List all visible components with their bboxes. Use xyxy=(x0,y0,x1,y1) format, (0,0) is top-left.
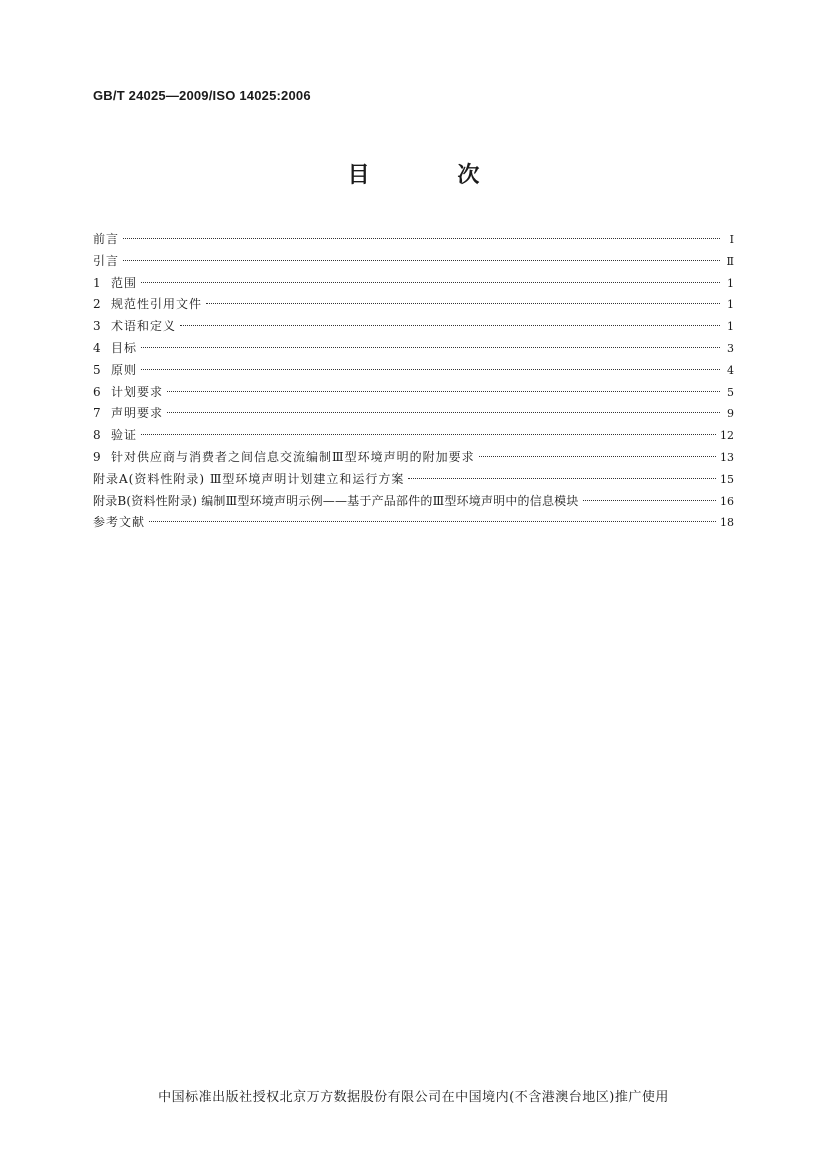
toc-label: 术语和定义 xyxy=(111,319,177,334)
dot-leader xyxy=(141,369,720,370)
page-title: 目 次 xyxy=(347,163,520,188)
toc-entry-bibliography[interactable] xyxy=(93,512,734,534)
toc-entry-annex-a[interactable] xyxy=(93,469,734,491)
toc-page-number: 18 xyxy=(720,516,734,530)
dot-leader xyxy=(206,303,720,304)
dot-leader xyxy=(167,391,720,392)
toc-page-number: Ⅱ xyxy=(726,254,734,268)
toc-label: 参考文献 xyxy=(93,515,146,530)
toc-entry-9[interactable] xyxy=(93,447,734,469)
dot-leader xyxy=(583,500,716,501)
toc-label: 附录A(资料性附录) Ⅲ型环境声明计划建立和运行方案 xyxy=(93,471,405,486)
toc-section-number: 1 xyxy=(93,275,101,290)
toc-section-number: 4 xyxy=(93,340,101,355)
dot-leader xyxy=(141,282,720,283)
dot-leader xyxy=(479,456,716,457)
dot-leader xyxy=(408,478,716,479)
toc-label: 目标 xyxy=(111,340,138,355)
toc-section-number: 8 xyxy=(93,428,101,443)
toc-label: 计划要求 xyxy=(111,384,164,399)
toc-page-number: 1 xyxy=(727,298,734,312)
toc-label: 声明要求 xyxy=(111,406,164,421)
dot-leader xyxy=(167,412,720,413)
dot-leader xyxy=(180,325,720,326)
toc-page-number: 9 xyxy=(727,407,734,421)
toc-entry-2[interactable] xyxy=(93,294,734,316)
toc-label: 验证 xyxy=(111,428,138,443)
toc-page-number: 5 xyxy=(727,385,734,399)
dot-leader xyxy=(141,434,716,435)
toc-section-number: 2 xyxy=(93,297,101,312)
toc-entry-3[interactable] xyxy=(93,316,734,338)
toc-entry-6[interactable] xyxy=(93,382,734,404)
toc-entry-annex-b[interactable] xyxy=(93,491,734,513)
toc-section-number: 7 xyxy=(93,406,101,421)
toc-entry-5[interactable] xyxy=(93,360,734,382)
toc-label: 原则 xyxy=(111,362,138,377)
toc-entry-introduction[interactable] xyxy=(93,251,734,273)
dot-leader xyxy=(141,347,720,348)
standard-code: GB/T 24025—2009/ISO 14025:2006 xyxy=(93,88,311,103)
toc-entry-4[interactable] xyxy=(93,338,734,360)
toc-page-number: 4 xyxy=(727,363,734,377)
toc-section-number: 5 xyxy=(93,362,101,377)
toc-section-number: 9 xyxy=(93,449,101,464)
toc-page-number: 15 xyxy=(720,472,734,486)
toc-section-number: 3 xyxy=(93,319,101,334)
toc-entry-foreword[interactable] xyxy=(93,229,734,251)
toc-page-number: 16 xyxy=(720,494,734,508)
license-footer: 中国标准出版社授权北京万方数据股份有限公司在中国境内(不含港澳台地区)推广使用 xyxy=(158,1090,669,1105)
toc-page-number: 1 xyxy=(727,276,734,290)
toc-entry-8[interactable] xyxy=(93,425,734,447)
toc-page-number: 12 xyxy=(720,429,734,443)
dot-leader xyxy=(123,238,720,239)
dot-leader xyxy=(149,521,716,522)
toc-section-number: 6 xyxy=(93,384,101,399)
toc-entry-1[interactable] xyxy=(93,273,734,295)
table-of-contents xyxy=(93,229,734,534)
toc-label: 针对供应商与消费者之间信息交流编制Ⅲ型环境声明的附加要求 xyxy=(111,449,475,464)
toc-page-number: Ⅰ xyxy=(729,233,734,246)
toc-label: 范围 xyxy=(111,275,138,290)
toc-entry-7[interactable] xyxy=(93,403,734,425)
toc-page-number: 13 xyxy=(720,450,734,464)
dot-leader xyxy=(123,260,720,261)
toc-label: 引言 xyxy=(93,253,120,268)
toc-page-number: 1 xyxy=(727,320,734,334)
toc-label: 前言 xyxy=(93,232,120,246)
toc-label: 规范性引用文件 xyxy=(111,297,203,312)
toc-label: 附录B(资料性附录) 编制Ⅲ型环境声明示例——基于产品部件的Ⅲ型环境声明中的信息模块 xyxy=(93,493,579,508)
toc-page-number: 3 xyxy=(727,341,734,355)
